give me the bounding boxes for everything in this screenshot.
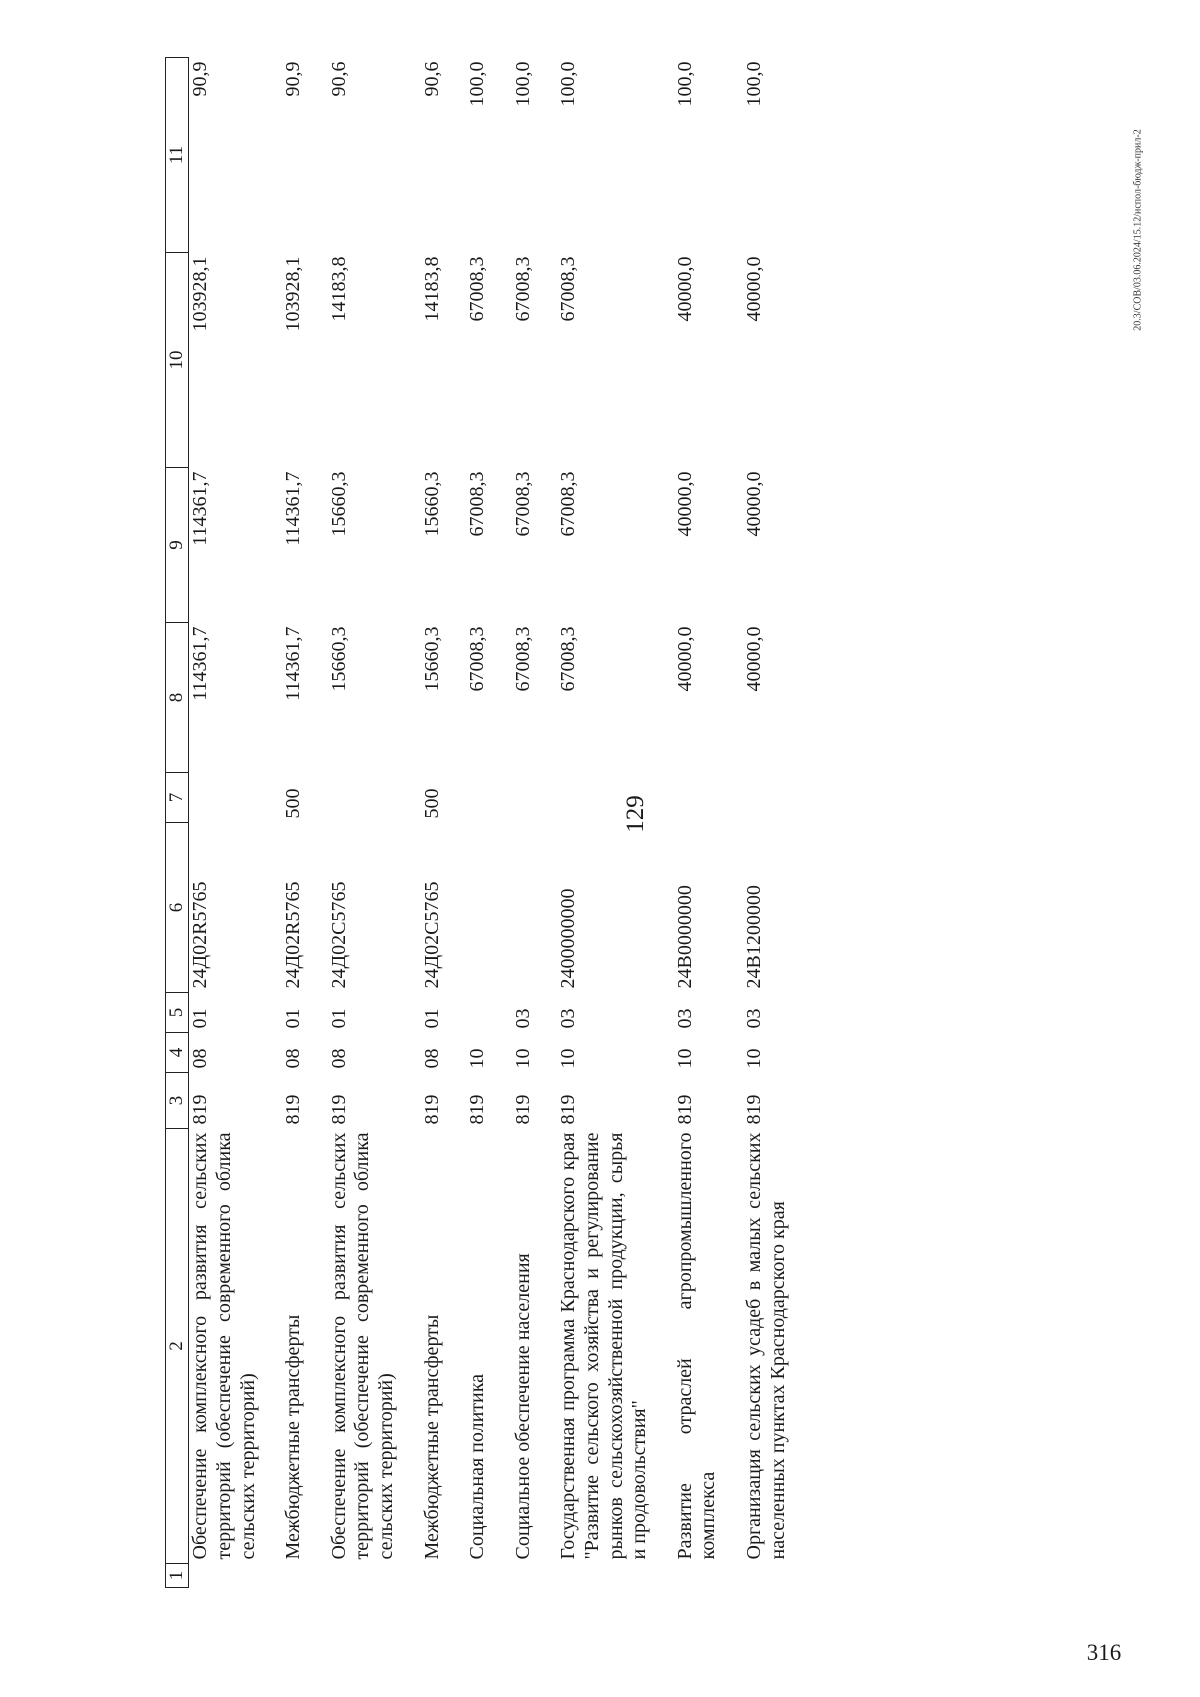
header-cell: 4 <box>166 1033 189 1073</box>
row-target-article: 24Д02R5765 <box>282 881 305 989</box>
header-cell: 9 <box>166 468 189 623</box>
sheet-number: 316 <box>1086 1640 1122 1665</box>
row-subsection: 01 <box>327 1008 350 1029</box>
row-section: 10 <box>511 1048 534 1069</box>
footer-code: 20.3/СОВ/03.06.2024/15.12/испол-бюдж-прил-2 <box>1132 129 1144 331</box>
row-expense-type <box>512 773 558 823</box>
row-col1 <box>421 1564 467 1588</box>
row-subsection <box>466 993 512 1033</box>
row-value-10: 103928,1 <box>189 256 212 332</box>
row-name: Социальное обеспечение населения <box>511 1253 534 1560</box>
row-col1 <box>557 1564 673 1588</box>
row-value-11: 100,0 <box>557 61 580 107</box>
table-row <box>189 58 282 1588</box>
row-target-article: 24В0000000 <box>673 885 696 989</box>
row-section: 08 <box>282 1048 305 1069</box>
row-value-11: 90,6 <box>420 61 443 97</box>
row-expense-type <box>466 773 512 823</box>
row-value-11: 90,9 <box>189 61 212 97</box>
table-row <box>512 58 558 1588</box>
row-admin-code: 819 <box>327 1094 350 1125</box>
row-section: 08 <box>420 1048 443 1069</box>
row-value-9: 15660,3 <box>420 471 443 537</box>
row-expense-type <box>743 773 812 823</box>
row-value-9: 15660,3 <box>327 471 350 537</box>
header-cell: 2 <box>166 1129 189 1564</box>
row-name: Обеспечение комплексного развития сельских территорий (обеспечение современного облика сельских территорий) <box>327 1132 397 1560</box>
row-subsection: 03 <box>742 1008 765 1029</box>
row-target-article <box>512 823 558 993</box>
row-subsection: 01 <box>189 1008 212 1029</box>
row-value-8: 15660,3 <box>420 626 443 692</box>
table-row <box>466 58 512 1588</box>
row-subsection: 01 <box>420 1008 443 1029</box>
row-expense-type: 500 <box>282 788 305 819</box>
row-name: Межбюджетные трансферты <box>420 1314 443 1560</box>
row-value-8: 67008,3 <box>466 626 489 692</box>
row-target-article: 24Д02R5765 <box>189 881 212 989</box>
row-target-article: 24В1200000 <box>742 885 765 989</box>
row-admin-code: 819 <box>557 1094 580 1125</box>
row-name: Обеспечение комплексного развития сельских территорий (обеспечение современного облика сельских территорий) <box>189 1132 259 1560</box>
row-value-8: 40000,0 <box>742 626 765 692</box>
row-col1 <box>674 1564 743 1588</box>
row-name: Развитие отраслей агропромышленного комплекса <box>673 1132 720 1560</box>
row-name: Социальная политика <box>466 1373 489 1560</box>
row-value-11: 90,6 <box>327 61 350 97</box>
row-value-9: 40000,0 <box>673 471 696 537</box>
row-value-11: 100,0 <box>511 61 534 107</box>
row-admin-code: 819 <box>189 1094 212 1125</box>
row-value-9: 67008,3 <box>557 471 580 537</box>
row-subsection: 01 <box>282 1008 305 1029</box>
header-cell: 8 <box>166 623 189 773</box>
row-col1 <box>512 1564 558 1588</box>
header-cell: 6 <box>166 823 189 993</box>
row-target-article: 24Д02С5765 <box>327 881 350 989</box>
row-section: 08 <box>189 1048 212 1069</box>
row-value-10: 14183,8 <box>420 256 443 322</box>
row-value-11: 90,9 <box>282 61 305 97</box>
table-body <box>189 58 812 1588</box>
table-row <box>282 58 328 1588</box>
row-value-8: 15660,3 <box>327 626 350 692</box>
row-section: 08 <box>327 1048 350 1069</box>
row-admin-code: 819 <box>282 1094 305 1125</box>
table-row <box>674 58 743 1588</box>
row-subsection: 03 <box>557 1008 580 1029</box>
row-col1 <box>189 1564 282 1588</box>
table-row <box>421 58 467 1588</box>
header-cell: 5 <box>166 993 189 1033</box>
row-value-9: 114361,7 <box>282 471 305 546</box>
row-col1 <box>743 1564 812 1588</box>
row-value-9: 67008,3 <box>511 471 534 537</box>
row-value-9: 114361,7 <box>189 471 212 546</box>
rotated-table-frame <box>165 58 1200 1588</box>
row-target-article: 24Д02С5765 <box>420 881 443 989</box>
row-expense-type <box>328 773 421 823</box>
row-value-11: 100,0 <box>742 61 765 107</box>
table-row <box>557 58 673 1588</box>
row-value-8: 114361,7 <box>189 626 212 701</box>
row-value-10: 103928,1 <box>282 256 305 332</box>
table-row <box>743 58 812 1588</box>
row-admin-code: 819 <box>742 1094 765 1125</box>
row-section: 10 <box>557 1048 580 1069</box>
budget-table <box>165 57 812 1588</box>
row-value-10: 40000,0 <box>742 256 765 322</box>
header-cell: 1 <box>166 1564 189 1588</box>
row-value-10: 14183,8 <box>327 256 350 322</box>
row-value-10: 67008,3 <box>557 256 580 322</box>
table-header <box>166 58 189 1588</box>
row-expense-type: 500 <box>420 788 443 819</box>
row-expense-type <box>189 773 282 823</box>
row-subsection: 03 <box>511 1008 534 1029</box>
row-section: 10 <box>673 1048 696 1069</box>
row-admin-code: 819 <box>420 1094 443 1125</box>
header-cell: 10 <box>166 253 189 468</box>
row-expense-type <box>674 773 743 823</box>
row-value-8: 40000,0 <box>673 626 696 692</box>
row-value-8: 67008,3 <box>557 626 580 692</box>
row-col1 <box>328 1564 421 1588</box>
row-name: Межбюджетные трансферты <box>282 1314 305 1560</box>
row-value-11: 100,0 <box>673 61 696 107</box>
row-target-article <box>466 823 512 993</box>
row-value-8: 67008,3 <box>511 626 534 692</box>
row-value-10: 67008,3 <box>466 256 489 322</box>
page-number: 129 <box>622 795 649 833</box>
row-value-11: 100,0 <box>466 61 489 107</box>
table-row <box>328 58 421 1588</box>
row-section: 10 <box>466 1048 489 1069</box>
row-name: Организация сельских усадеб в малых сельских населенных пунктах Краснодарского края <box>742 1132 789 1560</box>
row-col1 <box>466 1564 512 1588</box>
header-cell: 3 <box>166 1073 189 1129</box>
row-admin-code: 819 <box>673 1094 696 1125</box>
row-value-10: 40000,0 <box>673 256 696 322</box>
row-value-9: 67008,3 <box>466 471 489 537</box>
row-target-article: 2400000000 <box>557 888 580 989</box>
row-section: 10 <box>742 1048 765 1069</box>
row-value-8: 114361,7 <box>282 626 305 701</box>
row-value-9: 40000,0 <box>742 471 765 537</box>
header-cell: 11 <box>166 58 189 253</box>
row-admin-code: 819 <box>466 1094 489 1125</box>
row-value-10: 67008,3 <box>511 256 534 322</box>
row-admin-code: 819 <box>511 1094 534 1125</box>
row-name: Государственная программа Краснодарского края "Развитие сельского хозяйства и регулирование рынков сельскохозяйственной продукции, сырья и продовольствия" <box>557 1132 651 1560</box>
row-subsection: 03 <box>673 1008 696 1029</box>
row-col1 <box>282 1564 328 1588</box>
header-cell: 7 <box>166 773 189 823</box>
row-expense-type <box>557 773 673 823</box>
